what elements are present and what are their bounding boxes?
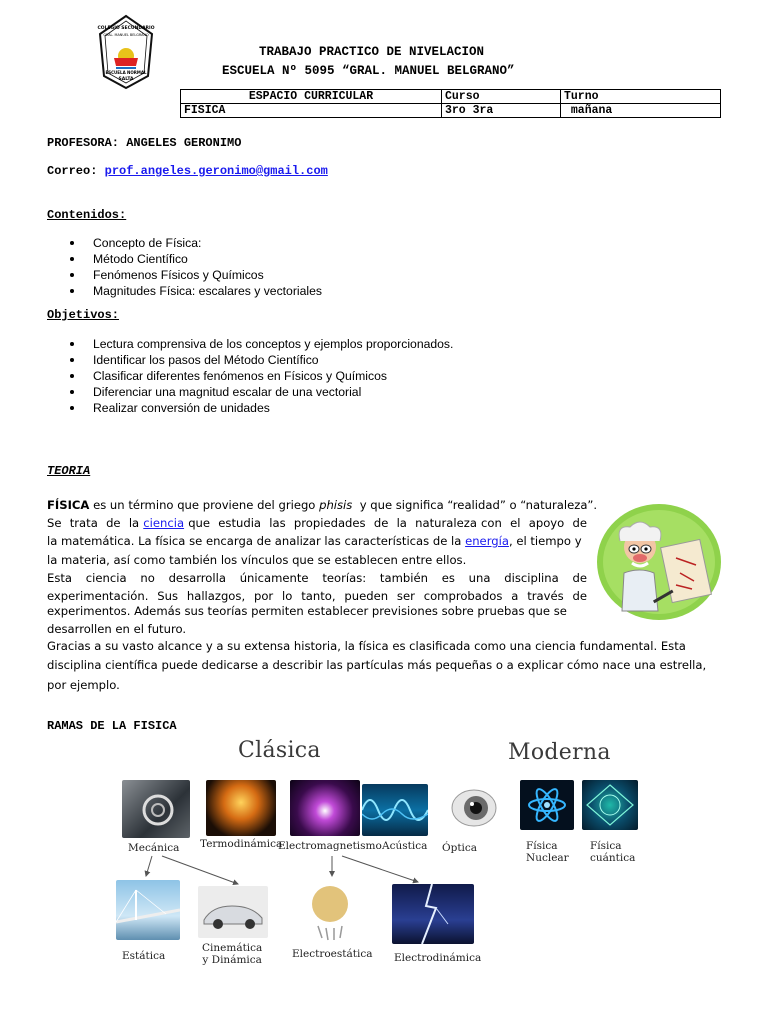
teoria-line-5: Esta ciencia no desarrolla únicamente teorías: también es una disciplina de: [47, 571, 587, 585]
objetivos-heading: Objetivos:: [47, 308, 120, 322]
teoria-line-7: experimentos. Además sus teorías permiten establecer previsiones sobre pruebas que se: [47, 604, 567, 618]
bullet-icon: [70, 358, 74, 362]
bullet-icon: [70, 289, 74, 293]
email-link[interactable]: prof.angeles.geronimo@gmail.com: [104, 164, 328, 178]
bullet-icon: [70, 406, 74, 410]
teoria-line-1: FÍSICA es un término que proviene del griego phisis y que significa “realidad” o “naturaleza”.: [47, 498, 598, 512]
list-item: Lectura comprensiva de los conceptos y ejemplos proporcionados.: [47, 336, 453, 352]
cell-curso: 3ro 3ra: [442, 104, 561, 118]
contenidos-heading: Contenidos:: [47, 208, 127, 222]
ramas-heading: RAMAS DE LA FISICA: [47, 719, 177, 733]
cell-turno: mañana: [561, 104, 721, 118]
energia-link[interactable]: energía: [465, 534, 509, 548]
label-fisica-nuclear: Física Nuclear: [526, 840, 569, 864]
list-item: Concepto de Física:: [47, 235, 322, 251]
branch-arrows: [106, 734, 666, 980]
list-item: Magnitudes Física: escalares y vectoriales: [47, 283, 322, 299]
teoria-line-2: Se trata de la ciencia que estudia las propiedades de la naturaleza con el apoyo de: [47, 516, 587, 530]
list-item: Clasificar diferentes fenómenos en Físicos y Químicos: [47, 368, 453, 384]
bullet-icon: [70, 374, 74, 378]
school-logo: [90, 14, 162, 90]
logo-ring-text: COLEGIO SECUNDARIO: [97, 26, 155, 31]
email-line: [47, 164, 328, 178]
header-table-head-row: [181, 90, 721, 104]
electrodinamica-image: [392, 884, 474, 944]
list-item: Método Científico: [47, 251, 322, 267]
header-table: [180, 89, 721, 118]
header-table-row: [181, 104, 721, 118]
ramas-diagram: [106, 734, 666, 980]
label-termodinamica: Termodinámica: [200, 838, 283, 850]
col-espacio-curricular: ESPACIO CURRICULAR: [181, 90, 442, 104]
school-name: ESCUELA Nº 5095 “GRAL. MANUEL BELGRANO”: [222, 64, 515, 78]
list-item: Identificar los pasos del Método Científico: [47, 352, 453, 368]
list-item: Fenómenos Físicos y Químicos: [47, 267, 322, 283]
teoria-line-11: por ejemplo.: [47, 678, 120, 692]
bullet-icon: [70, 257, 74, 261]
email-separator: :: [90, 164, 105, 178]
list-item: Diferenciar una magnitud escalar de una vectorial: [47, 384, 453, 400]
logo-sub-text: GRAL. MANUEL BELGRANO: [103, 33, 149, 37]
bullet-icon: [70, 342, 74, 346]
bullet-icon: [70, 273, 74, 277]
label-optica: Óptica: [442, 842, 478, 854]
teoria-line-9: Gracias a su vasto alcance y a su extensa historia, la física es clasificada como una ciencia fundamental. Esta: [47, 639, 686, 653]
moderna-title: Moderna: [508, 740, 611, 765]
label-mecanica: Mecánica: [128, 842, 180, 854]
clasica-title: Clásica: [238, 738, 321, 763]
teoria-line-4: la materia, así como también los vínculos que se establecen entre ellos.: [47, 553, 467, 567]
teacher-name: PROFESORA: ANGELES GERONIMO: [47, 136, 242, 150]
label-electroestatica: Electroestática: [292, 948, 373, 960]
scientist-illustration: [596, 503, 722, 621]
label-cinematica-dinamica: Cinemática y Dinámica: [202, 942, 263, 966]
logo-city-text: SALTA: [118, 77, 134, 82]
estatica-image: [116, 880, 180, 940]
label-fisica-cuantica: Física cuántica: [590, 840, 636, 864]
col-turno: Turno: [561, 90, 721, 104]
objetivos-list: [47, 336, 453, 416]
label-acustica: Acústica: [382, 840, 428, 852]
col-curso: Curso: [442, 90, 561, 104]
electroestatica-image: [302, 880, 358, 944]
label-estatica: Estática: [122, 950, 166, 962]
label-electromagnetismo: Electromagnetismo: [278, 840, 382, 852]
email-label: Correo: [47, 164, 91, 178]
label-electrodinamica: Electrodinámica: [394, 952, 482, 964]
ciencia-link[interactable]: ciencia: [143, 516, 185, 530]
logo-bottom-text: ESCUELA NORMAL: [105, 70, 147, 75]
bullet-icon: [70, 241, 74, 245]
teoria-line-3: la matemática. La física se encarga de analizar las características de la energía, el tiempo y: [47, 534, 582, 548]
list-item: Realizar conversión de unidades: [47, 400, 453, 416]
contenidos-list: [47, 235, 322, 299]
teoria-line-8: desarrollen en el futuro.: [47, 622, 187, 636]
cell-espacio: FISICA: [181, 104, 442, 118]
bullet-icon: [70, 390, 74, 394]
doc-title: TRABAJO PRACTICO DE NIVELACION: [259, 45, 485, 59]
teoria-line-6: experimentación. Sus hallazgos, por lo tanto, pueden ser comprobados a través de: [47, 589, 587, 603]
teoria-line-10: disciplina científica puede dedicarse a describir las partículas más pequeñas o a explicar cómo nace una estrella,: [47, 658, 707, 672]
cinematica-image: [198, 886, 268, 938]
teoria-heading: TEORIA: [47, 464, 91, 478]
